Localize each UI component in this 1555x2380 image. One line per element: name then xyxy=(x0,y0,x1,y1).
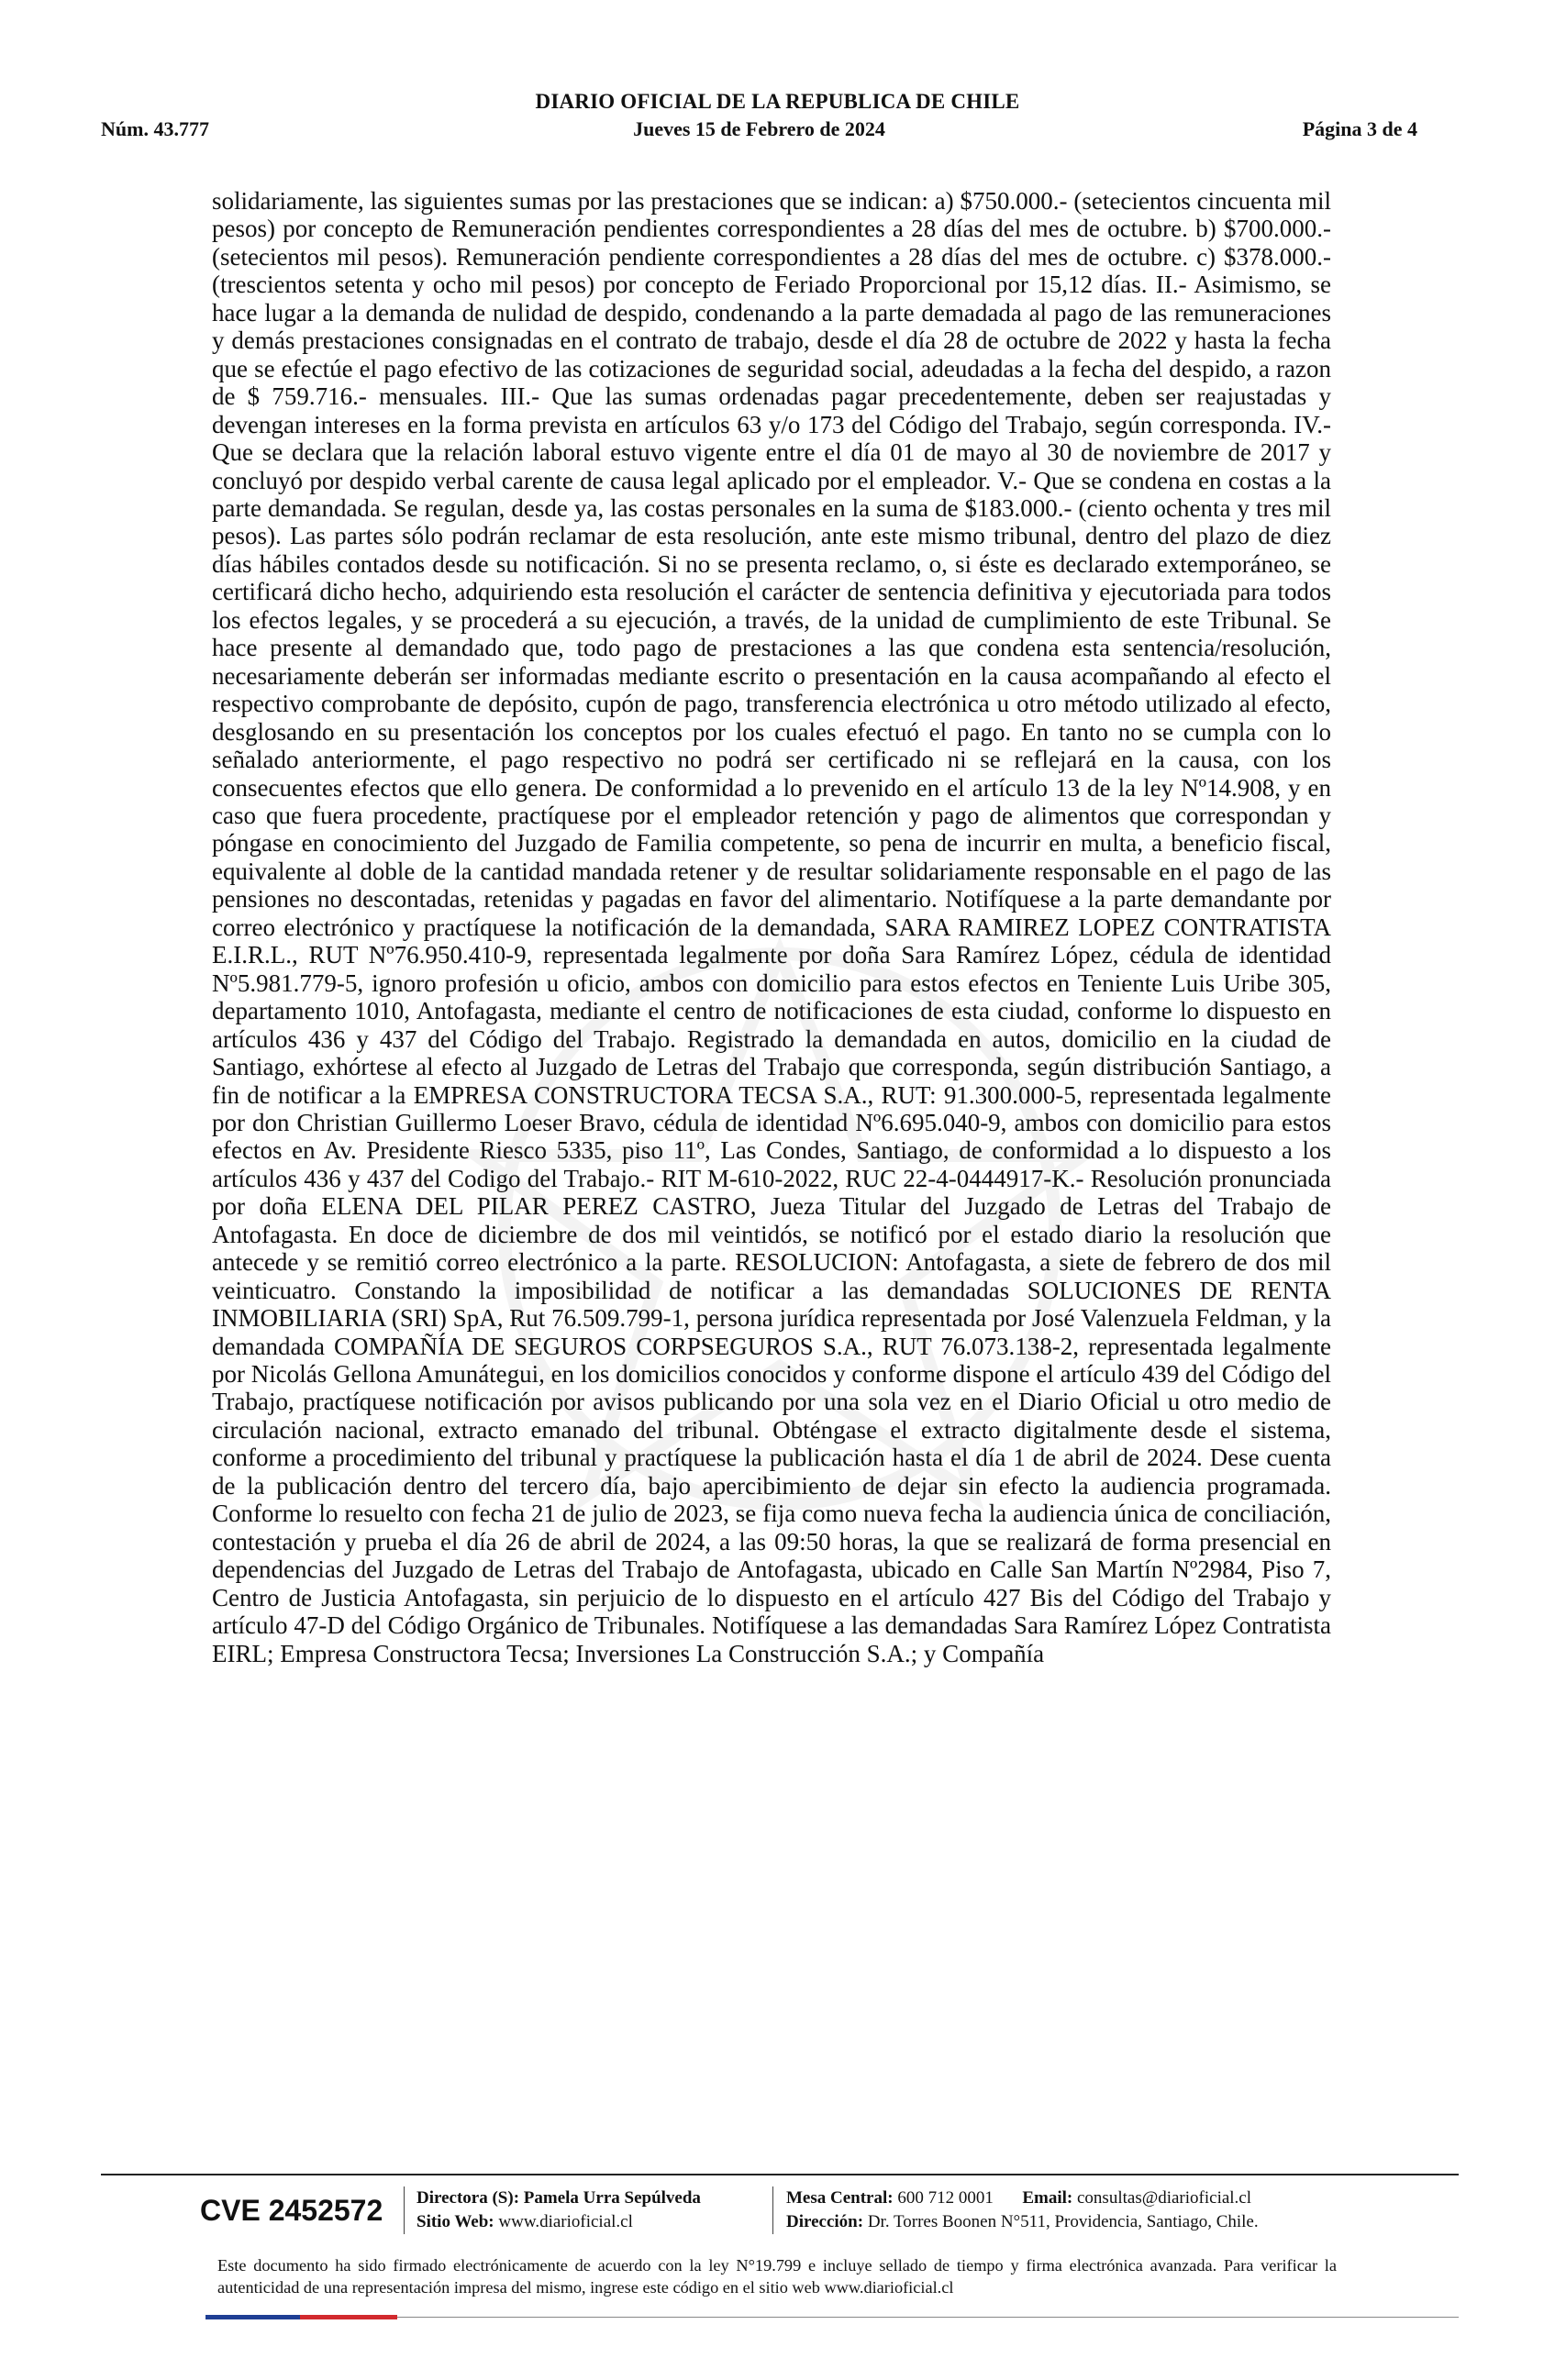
electronic-signature-notice: Este documento ha sido firmado electrónicamente de acuerdo con la ley N°19.799 e incluye sellado de tiempo y firma electrónica avanzada. Para verificar la autenticidad de una representación impresa del mismo, ingrese este código en el sitio web www.diarioficial.cl xyxy=(217,2256,1337,2297)
cve-code: CVE 2452572 xyxy=(200,2194,383,2227)
address-text: Dr. Torres Boonen N°511, Providencia, Santiago, Chile. xyxy=(867,2212,1259,2231)
header-row xyxy=(101,117,1417,145)
flag-bar-line xyxy=(397,2317,1459,2318)
issue-date: Jueves 15 de Febrero de 2024 xyxy=(633,117,885,140)
address-label: Dirección: xyxy=(786,2212,864,2231)
footer-contact-block xyxy=(786,2186,1259,2234)
document-body: solidariamente, las siguientes sumas por las prestaciones que se indican: a) $750.000.- (setecientos cincuenta mil pesos) por concepto de Remuneración pendientes correspondientes a 28 días del mes de octubre. b) $700.000.- (setecientos mil pesos). Remuneración pendiente correspondientes a 28 días del mes de octubre. c) $378.000.- (trescientos setenta y ocho mil pesos) por concepto de Feriado Proporcional por 15,12 días. II.- Asimismo, se hace lugar a la demanda de nulidad de despido, condenando a la parte demadada al pago de las remuneraciones y demás prestaciones consignadas en el contrato de trabajo, desde el día 28 de octubre de 2022 y hasta la fecha que se efectúe el pago efectivo de las cotizaciones de seguridad social, adeudadas a la fecha del despido, a razon de $ 759.716.- mensuales. III.- Que las sumas ordenadas pagar precedentemente, deben ser reajustadas y devengan intereses en la forma prevista en artículos 63 y/o 173 del Código del Trabajo, según corresponda. IV.- Que se declara que la relación laboral estuvo vigente entre el día 01 de mayo al 30 de noviembre de 2017 y concluyó por despido verbal carente de causa legal aplicado por el empleador. V.- Que se condena en costas a la parte demandada. Se regulan, desde ya, las costas personales en la suma de $183.000.- (ciento ochenta y tres mil pesos). Las partes sólo podrán reclamar de esta resolución, ante este mismo tribunal, dentro del plazo de diez días hábiles contados desde su notificación. Si no se presenta reclamo, o, si éste es declarado extemporáneo, se certificará dicho hecho, adquiriendo esta resolución el carácter de sentencia definitiva y ejecutoriada para todos los efectos legales, y se procederá a su ejecución, a través, de la unidad de cumplimiento de este Tribunal. Se hace presente al demandado que, todo pago de prestaciones a las que condena esta sentencia/resolución, necesariamente deberán ser informadas mediante escrito o presentación en la causa acompañando al efecto el respectivo comprobante de depósito, cupón de pago, transferencia electrónica u otro método utilizado al efecto, desglosando en su presentación los conceptos por los cuales efectuó el pago. En tanto no se cumpla con lo señalado anteriormente, el pago respectivo no podrá ser certificado ni se reflejará en la causa, con los consecuentes efectos que ello genera. De conformidad a lo prevenido en el artículo 13 de la ley Nº14.908, y en caso que fuera procedente, practíquese por el empleador retención y pago de alimentos que correspondan y póngase en conocimiento del Juzgado de Familia competente, so pena de incurrir en multa, a beneficio fiscal, equivalente al doble de la cantidad mandada retener y de resultar solidariamente responsable en el pago de las pensiones no descontadas, retenidas y pagadas en favor del alimentario. Notifíquese a la parte demandante por correo electrónico y practíquese la notificación de la demandada, SARA RAMIREZ LOPEZ CONTRATISTA E.I.R.L., RUT Nº76.950.410-9, representada legalmente por doña Sara Ramírez López, cédula de identidad Nº5.981.779-5, ignoro profesión u oficio, ambos con domicilio para estos efectos en Teniente Luis Uribe 305, departamento 1010, Antofagasta, mediante el centro de notificaciones de esta ciudad, conforme lo dispuesto en artículos 436 y 437 del Código del Trabajo. Registrado la demandada en autos, domicilio en la ciudad de Santiago, exhórtese al efecto al Juzgado de Letras del Trabajo que corresponda, según distribución Santiago, a fin de notificar a la EMPRESA CONSTRUCTORA TECSA S.A., RUT: 91.300.000-5, representada legalmente por don Christian Guillermo Loeser Bravo, cédula de identidad Nº6.695.040-9, ambos con domicilio para estos efectos en Av. Presidente Riesco 5335, piso 11º, Las Condes, Santiago, de conformidad a lo dispuesto a los artículos 436 y 437 del Codigo del Trabajo.- RIT M-610-2022, RUC 22-4-0444917-K.- Resolución pronunciada por doña ELENA DEL PILAR PEREZ CASTRO, Jueza Titular del Juzgado de Letras del Trabajo de Antofagasta. En doce de diciembre de dos mil veintidós, se notificó por el estado diario la resolución que antecede y se remitió correo electrónico a la parte. RESOLUCION: Antofagasta, a siete de febrero de dos mil veinticuatro. Constando la imposibilidad de notificar a las demandadas SOLUCIONES DE RENTA INMOBILIARIA (SRI) SpA, Rut 76.509.799-1, persona jurídica representada por José Valenzuela Feldman, y la demandada COMPAÑÍA DE SEGUROS CORPSEGUROS S.A., RUT 76.073.138-2, representada legalmente por Nicolás Gellona Amunátegui, en los domicilios conocidos y conforme dispone el artículo 439 del Código del Trabajo, practíquese notificación por avisos publicando por una sola vez en el Diario Oficial u otro medio de circulación nacional, extracto emanado del tribunal. Obténgase el extracto digitalmente desde el sistema, conforme a procedimiento del tribunal y practíquese la publicación hasta el día 1 de abril de 2024. Dese cuenta de la publicación dentro del tercero día, bajo apercibimiento de dejar sin efecto la audiencia programada. Conforme lo resuelto con fecha 21 de julio de 2023, se fija como nueva fecha la audiencia única de conciliación, contestación y prueba el día 26 de abril de 2024, a las 09:50 horas, la que se realizará de forma presencial en dependencias del Juzgado de Letras del Trabajo de Antofagasta, ubicado en Calle San Martín Nº2984, Piso 7, Centro de Justicia Antofagasta, sin perjuicio de lo dispuesto en el artículo 427 Bis del Código del Trabajo y artículo 47-D del Código Orgánico de Tribunales. Notifíquese a las demandadas Sara Ramírez López Contratista EIRL; Empresa Constructora Tecsa; Inversiones La Construcción S.A.; y Compañía xyxy=(212,187,1332,1667)
flag-red-segment xyxy=(300,2315,397,2319)
email-link[interactable]: consultas@diarioficial.cl xyxy=(1077,2188,1252,2208)
issue-number: Núm. 43.777 xyxy=(101,117,209,140)
email-label: Email: xyxy=(1022,2188,1073,2208)
director-name: Pamela Urra Sepúlveda xyxy=(523,2188,701,2208)
footer-separator xyxy=(772,2186,773,2234)
flag-blue-segment xyxy=(205,2315,300,2319)
central-label: Mesa Central: xyxy=(786,2188,894,2208)
director-label: Directora (S): xyxy=(417,2188,520,2208)
central-phone: 600 712 0001 xyxy=(897,2188,994,2208)
footer-director-block xyxy=(417,2186,701,2234)
website-link[interactable]: www.diarioficial.cl xyxy=(498,2212,633,2231)
footer-divider xyxy=(101,2174,1459,2175)
flag-color-bar xyxy=(205,2315,1459,2319)
footer-separator xyxy=(404,2186,405,2234)
website-label: Sitio Web: xyxy=(417,2212,494,2231)
publication-title: DIARIO OFICIAL DE LA REPUBLICA DE CHILE xyxy=(535,90,1020,113)
page-number: Página 3 de 4 xyxy=(1302,117,1417,140)
